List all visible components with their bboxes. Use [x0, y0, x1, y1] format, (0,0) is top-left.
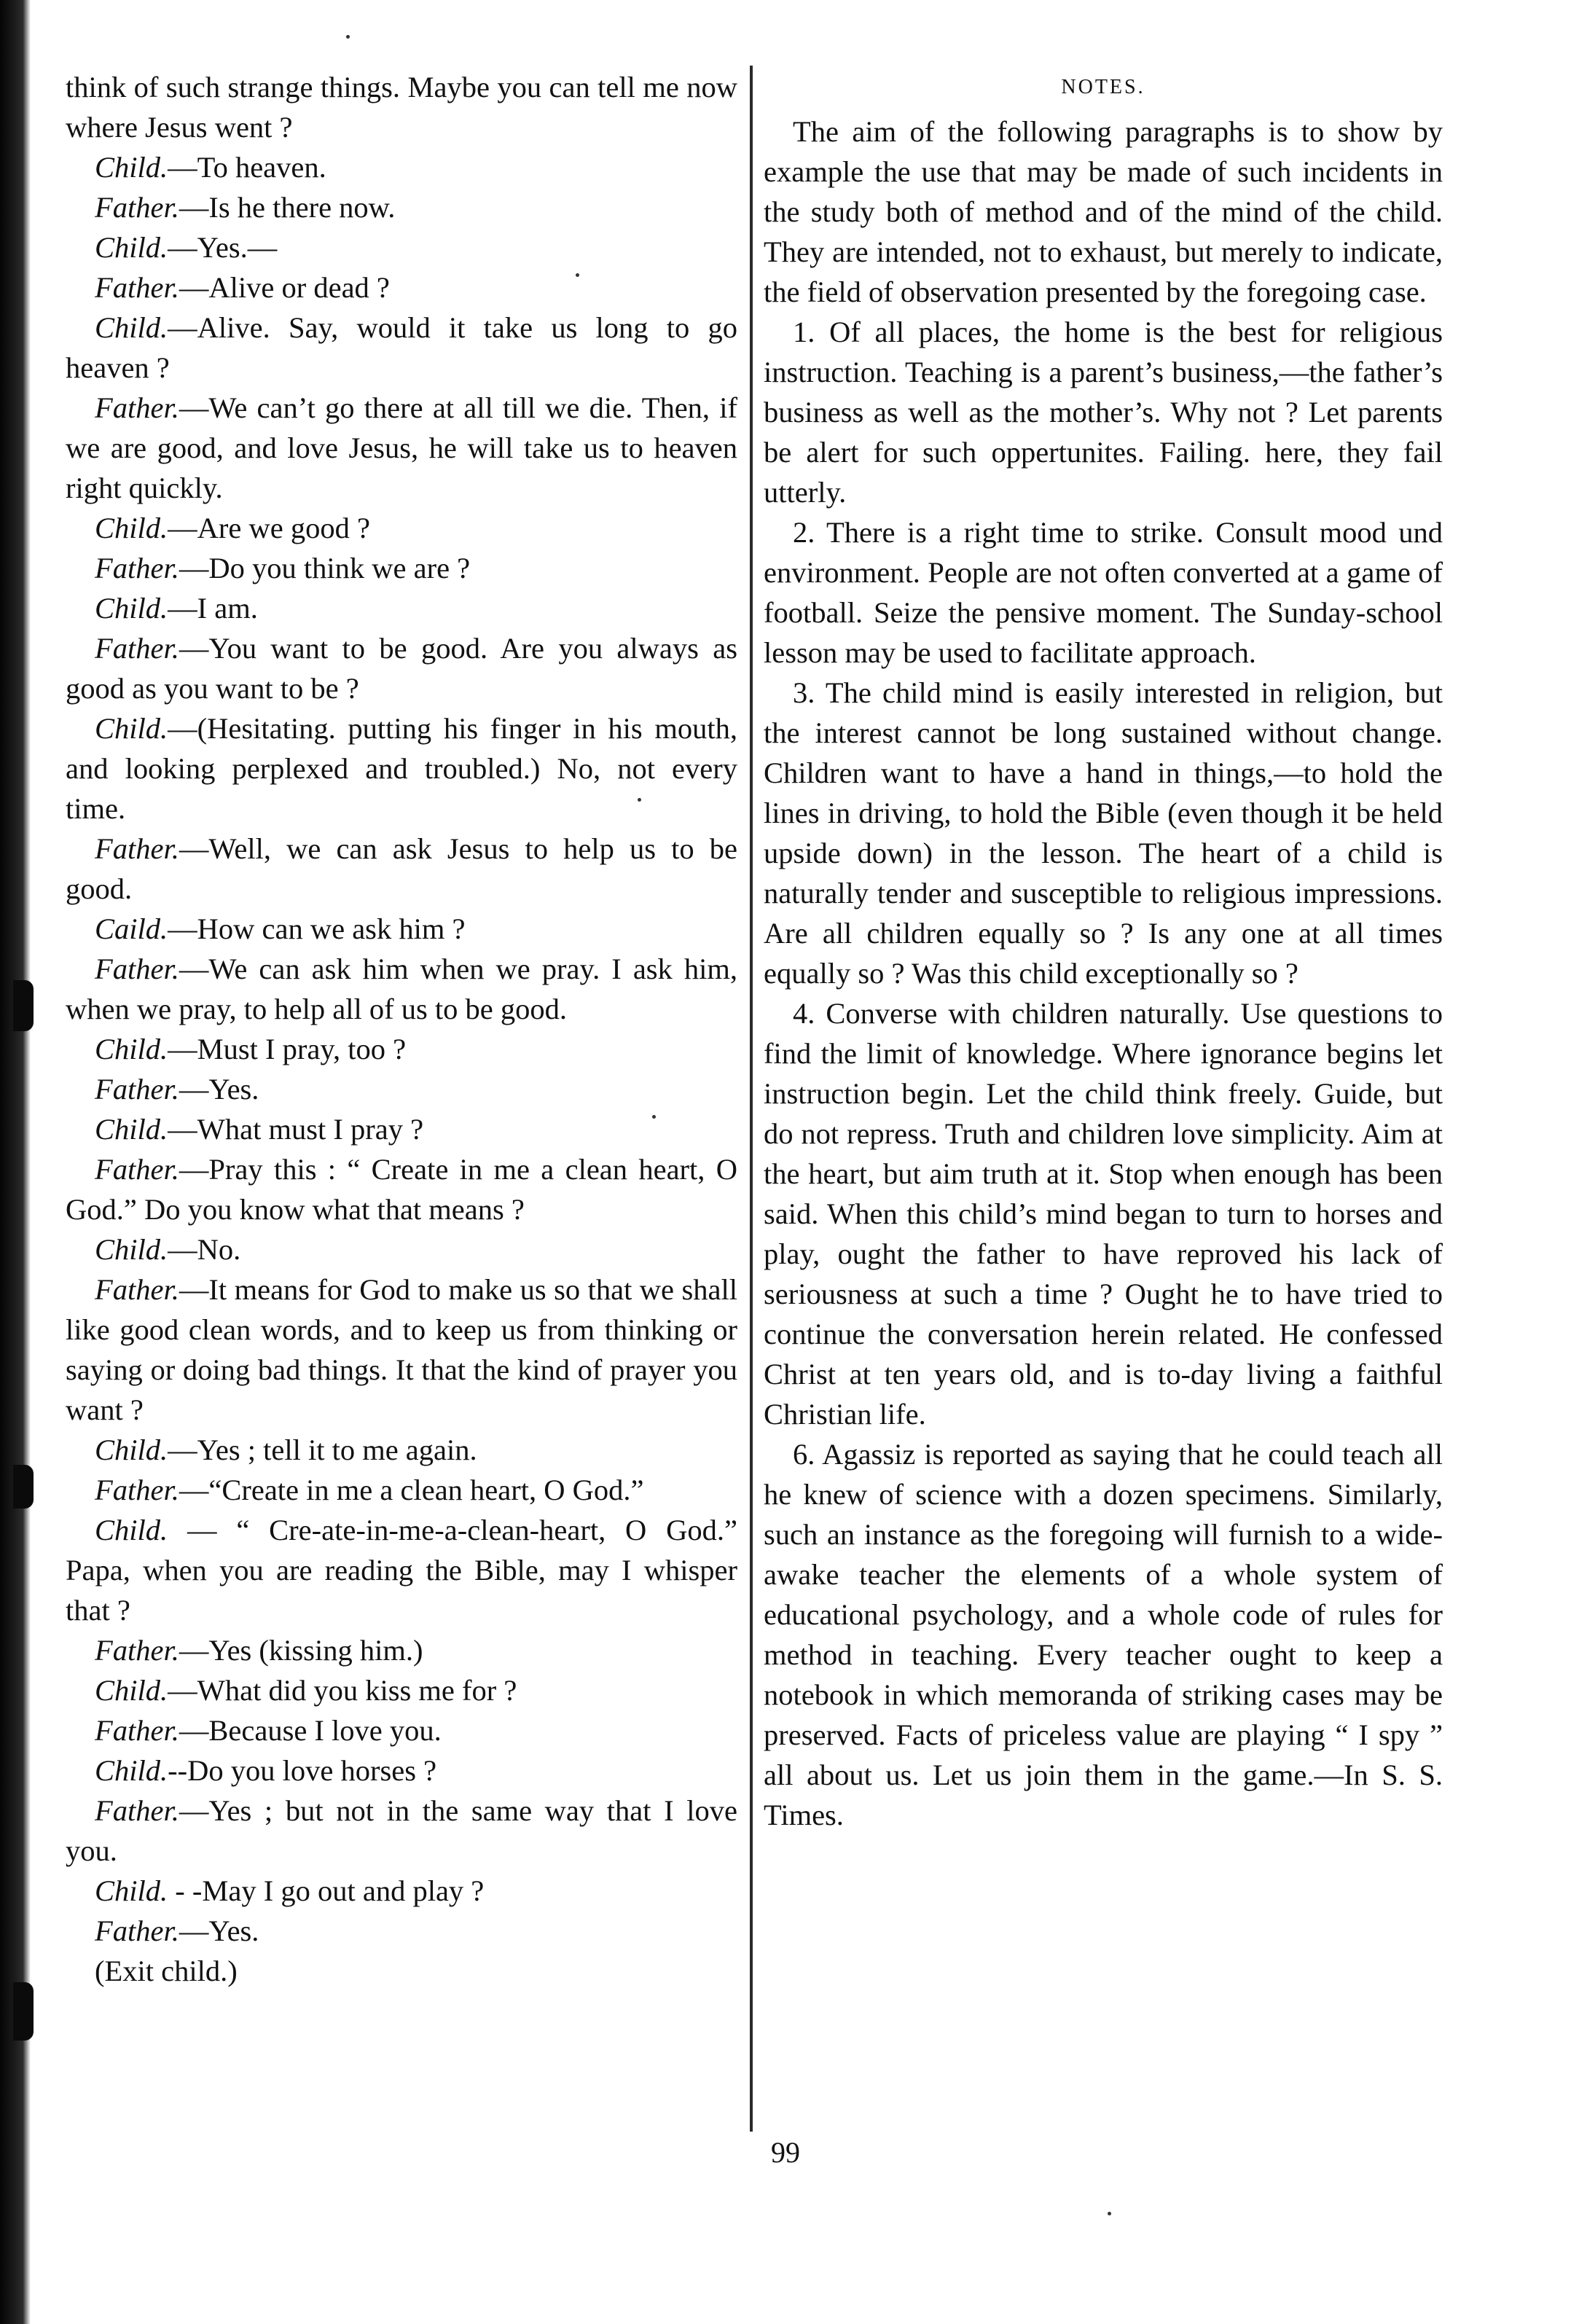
speaker-label: Father. [95, 271, 179, 304]
speaker-label: Child. [95, 1514, 168, 1546]
dialogue-line [66, 949, 737, 1029]
dialogue-text: —How can we ask him ? [168, 912, 466, 945]
dialogue-line [66, 708, 737, 829]
dialogue-line [66, 308, 737, 388]
speaker-label: Father. [95, 552, 179, 584]
scan-edge-notch [13, 980, 34, 1031]
dialogue-line [66, 1791, 737, 1871]
dialogue-line [66, 1510, 737, 1630]
note-paragraph: 2. There is a right time to strike. Consult mood und environment. People are not often converted at a game of football. Seize the pensive moment. The Sunday-school lesson may be used to facilitate approach. [764, 516, 1443, 669]
dialogue-line [66, 1750, 737, 1791]
speaker-label: Father. [95, 952, 179, 985]
speaker-label: Child. [95, 1433, 168, 1466]
speaker-label: Father. [95, 1073, 179, 1106]
dialogue-line [66, 1269, 737, 1430]
dialogue-text: —Alive. Say, would it take us long to go heaven ? [66, 311, 737, 384]
dialogue-text: —Yes. [179, 1914, 259, 1947]
dialogue-line [66, 909, 737, 949]
dialogue-text: —Yes. [179, 1073, 259, 1106]
print-speck [1108, 2212, 1111, 2215]
print-speck [346, 35, 350, 39]
dialogue-line [66, 829, 737, 909]
speaker-label: Child. [95, 1233, 168, 1266]
speaker-label: Child. [95, 592, 168, 625]
dialogue-line [66, 1430, 737, 1470]
dialogue-text: —Do you think we are ? [179, 552, 471, 584]
notes-heading: NOTES. [1061, 76, 1145, 98]
speaker-label: Father. [95, 632, 179, 665]
dialogue-text: - -May I go out and play ? [168, 1874, 485, 1907]
dialogue-text: --Do you love horses ? [168, 1754, 437, 1787]
dialogue-line [66, 1710, 737, 1750]
speaker-label: Father. [95, 1634, 179, 1667]
dialogue-line [66, 1029, 737, 1069]
dialogue-text: —It means for God to make us so that we shall like good clean words, and to keep us from thinking or saying or doing bad things. It that the kind of prayer you want ? [66, 1273, 737, 1426]
speaker-label: Father. [95, 832, 179, 865]
dialogue-text: —Well, we can ask Jesus to help us to be good. [66, 832, 737, 905]
page-number: 99 [771, 2136, 800, 2169]
dialogue-text: —Alive or dead ? [179, 271, 390, 304]
speaker-label: Father. [95, 391, 179, 424]
dialogue-text: —Must I pray, too ? [168, 1033, 407, 1065]
dialogue-text: —What did you kiss me for ? [168, 1674, 517, 1707]
dialogue-text: —Yes (kissing him.) [179, 1634, 423, 1667]
speaker-label: Child. [95, 1033, 168, 1065]
dialogue-text: —“Create in me a clean heart, O God.” [179, 1474, 644, 1506]
dialogue-text: —Yes.— [168, 231, 278, 264]
scan-edge-notch [13, 1982, 34, 2041]
speaker-label: Father. [95, 1474, 179, 1506]
dialogue-line [66, 227, 737, 267]
dialogue-column [66, 67, 737, 1991]
speaker-label: Father. [95, 1273, 179, 1306]
note-paragraph: 3. The child mind is easily interested in religion, but the interest cannot be long sustained without change. Children want to have a hand in things,—to hold the lines in driving, to hold the Bible (even though it be held upside down) in the lesson. The heart of a child is naturally tender and susceptible to religious impressions. Are all children equally so ? Is any one at all times equally so ? Was this child exceptionally so ? [764, 676, 1443, 990]
dialogue-text: —Yes ; tell it to me again. [168, 1433, 477, 1466]
speaker-label: Child. [95, 1674, 168, 1707]
dialogue-text: —We can’t go there at all till we die. Then, if we are good, and love Jesus, he will take us to heaven right quickly. [66, 391, 737, 504]
speaker-label: Father. [95, 1714, 179, 1747]
dialogue-text: —To heaven. [168, 151, 326, 184]
speaker-label: Child. [95, 712, 168, 745]
notes-paragraphs [764, 111, 1443, 1835]
dialogue-line [66, 1069, 737, 1109]
note-paragraph: 1. Of all places, the home is the best for religious instruction. Teaching is a parent’s business,—the father’s business as well as the mother’s. Why not ? Let parents be alert for such oppertunites. Failing. here, they fail utterly. [764, 316, 1443, 509]
dialogue-line [66, 187, 737, 227]
dialogue-text: —I am. [168, 592, 258, 625]
speaker-label: Child. [95, 151, 168, 184]
dialogue-line [66, 1871, 737, 1911]
dialogue-line [66, 588, 737, 628]
speaker-label: Child. [95, 1874, 168, 1907]
dialogue-line [66, 1911, 737, 1951]
speaker-label: Child. [95, 512, 168, 544]
dialogue-line [66, 548, 737, 588]
dialogue-line [66, 1149, 737, 1229]
dialogue-line [66, 67, 737, 147]
column-divider [750, 66, 753, 2132]
dialogue-line [66, 388, 737, 508]
dialogue-text: —Are we good ? [168, 512, 370, 544]
dialogue-text: (Exit child.) [95, 1955, 238, 1987]
dialogue-line [66, 1630, 737, 1670]
speaker-label: Father. [95, 1153, 179, 1186]
note-paragraph: 6. Agassiz is reported as saying that he could teach all he knew of science with a dozen specimens. Similarly, such an instance as the foregoing will furnish to a wide-awake teacher the elements of a whole system of educational psychology, and a whole code of rules for method in teaching. Every teacher ought to keep a notebook in which memoranda of striking cases may be preserved. Facts of priceless value are playing “ I spy ” all about us. Let us join them in the game.—In S. S. Times. [764, 1438, 1443, 1831]
notes-column [764, 67, 1443, 1835]
dialogue-text: —No. [168, 1233, 241, 1266]
dialogue-line [66, 1109, 737, 1149]
speaker-label: Child. [95, 1754, 168, 1787]
note-paragraph: 4. Converse with children naturally. Use questions to find the limit of knowledge. Where ignorance begins let instruction begin. Let the child think freely. Guide, but do not repress. Truth and children love simplicity. Aim at the heart, but aim truth at it. Stop when enough has been said. When this child’s mind began to turn to horses and play, ought the father to have reproved his lack of seriousness at such a time ? Ought he to have tried to continue the conversation herein related. He confessed Christ at ten years old, and is to-day living a faithful Christian life. [764, 997, 1443, 1431]
speaker-label: Child. [95, 1113, 168, 1146]
dialogue-text: —Because I love you. [179, 1714, 442, 1747]
dialogue-line [66, 1229, 737, 1269]
dialogue-text: —Pray this : “ Create in me a clean heart, O God.” Do you know what that means ? [66, 1153, 737, 1226]
print-speck [638, 798, 641, 802]
dialogue-text: — “ Cre-ate-in-me-a-clean-heart, O God.” Papa, when you are reading the Bible, may I whisper that ? [66, 1514, 737, 1627]
dialogue-text: —Yes ; but not in the same way that I love you. [66, 1794, 737, 1867]
dialogue-line [66, 1670, 737, 1710]
dialogue-line [66, 267, 737, 308]
print-speck [576, 273, 579, 277]
speaker-label: Child. [95, 231, 168, 264]
dialogue-text: —What must I pray ? [168, 1113, 424, 1146]
speaker-label: Father. [95, 191, 179, 224]
dialogue-text: —(Hesitating. putting his finger in his mouth, and looking perplexed and troubled.) No, not every time. [66, 712, 737, 825]
speaker-label: Caild. [95, 912, 168, 945]
scan-edge-notch [13, 1465, 34, 1509]
dialogue-text: —We can ask him when we pray. I ask him, when we pray, to help all of us to be good. [66, 952, 737, 1025]
note-paragraph: The aim of the following paragraphs is to show by example the use that may be made of such incidents in the study both of method and of the mind of the child. They are intended, not to exhaust, but merely to indicate, the field of observation presented by the foregoing case. [764, 115, 1443, 308]
scan-binding-edge [0, 0, 31, 2324]
dialogue-line [66, 1951, 737, 1991]
print-speck [652, 1115, 656, 1119]
dialogue-line [66, 628, 737, 708]
dialogue-text: —You want to be good. Are you always as good as you want to be ? [66, 632, 737, 705]
dialogue-line [66, 1470, 737, 1510]
speaker-label: Child. [95, 311, 168, 344]
dialogue-text: think of such strange things. Maybe you can tell me now where Jesus went ? [66, 71, 737, 144]
speaker-label: Father. [95, 1914, 179, 1947]
dialogue-text: —Is he there now. [179, 191, 396, 224]
speaker-label: Father. [95, 1794, 179, 1827]
dialogue-line [66, 508, 737, 548]
dialogue-line [66, 147, 737, 187]
